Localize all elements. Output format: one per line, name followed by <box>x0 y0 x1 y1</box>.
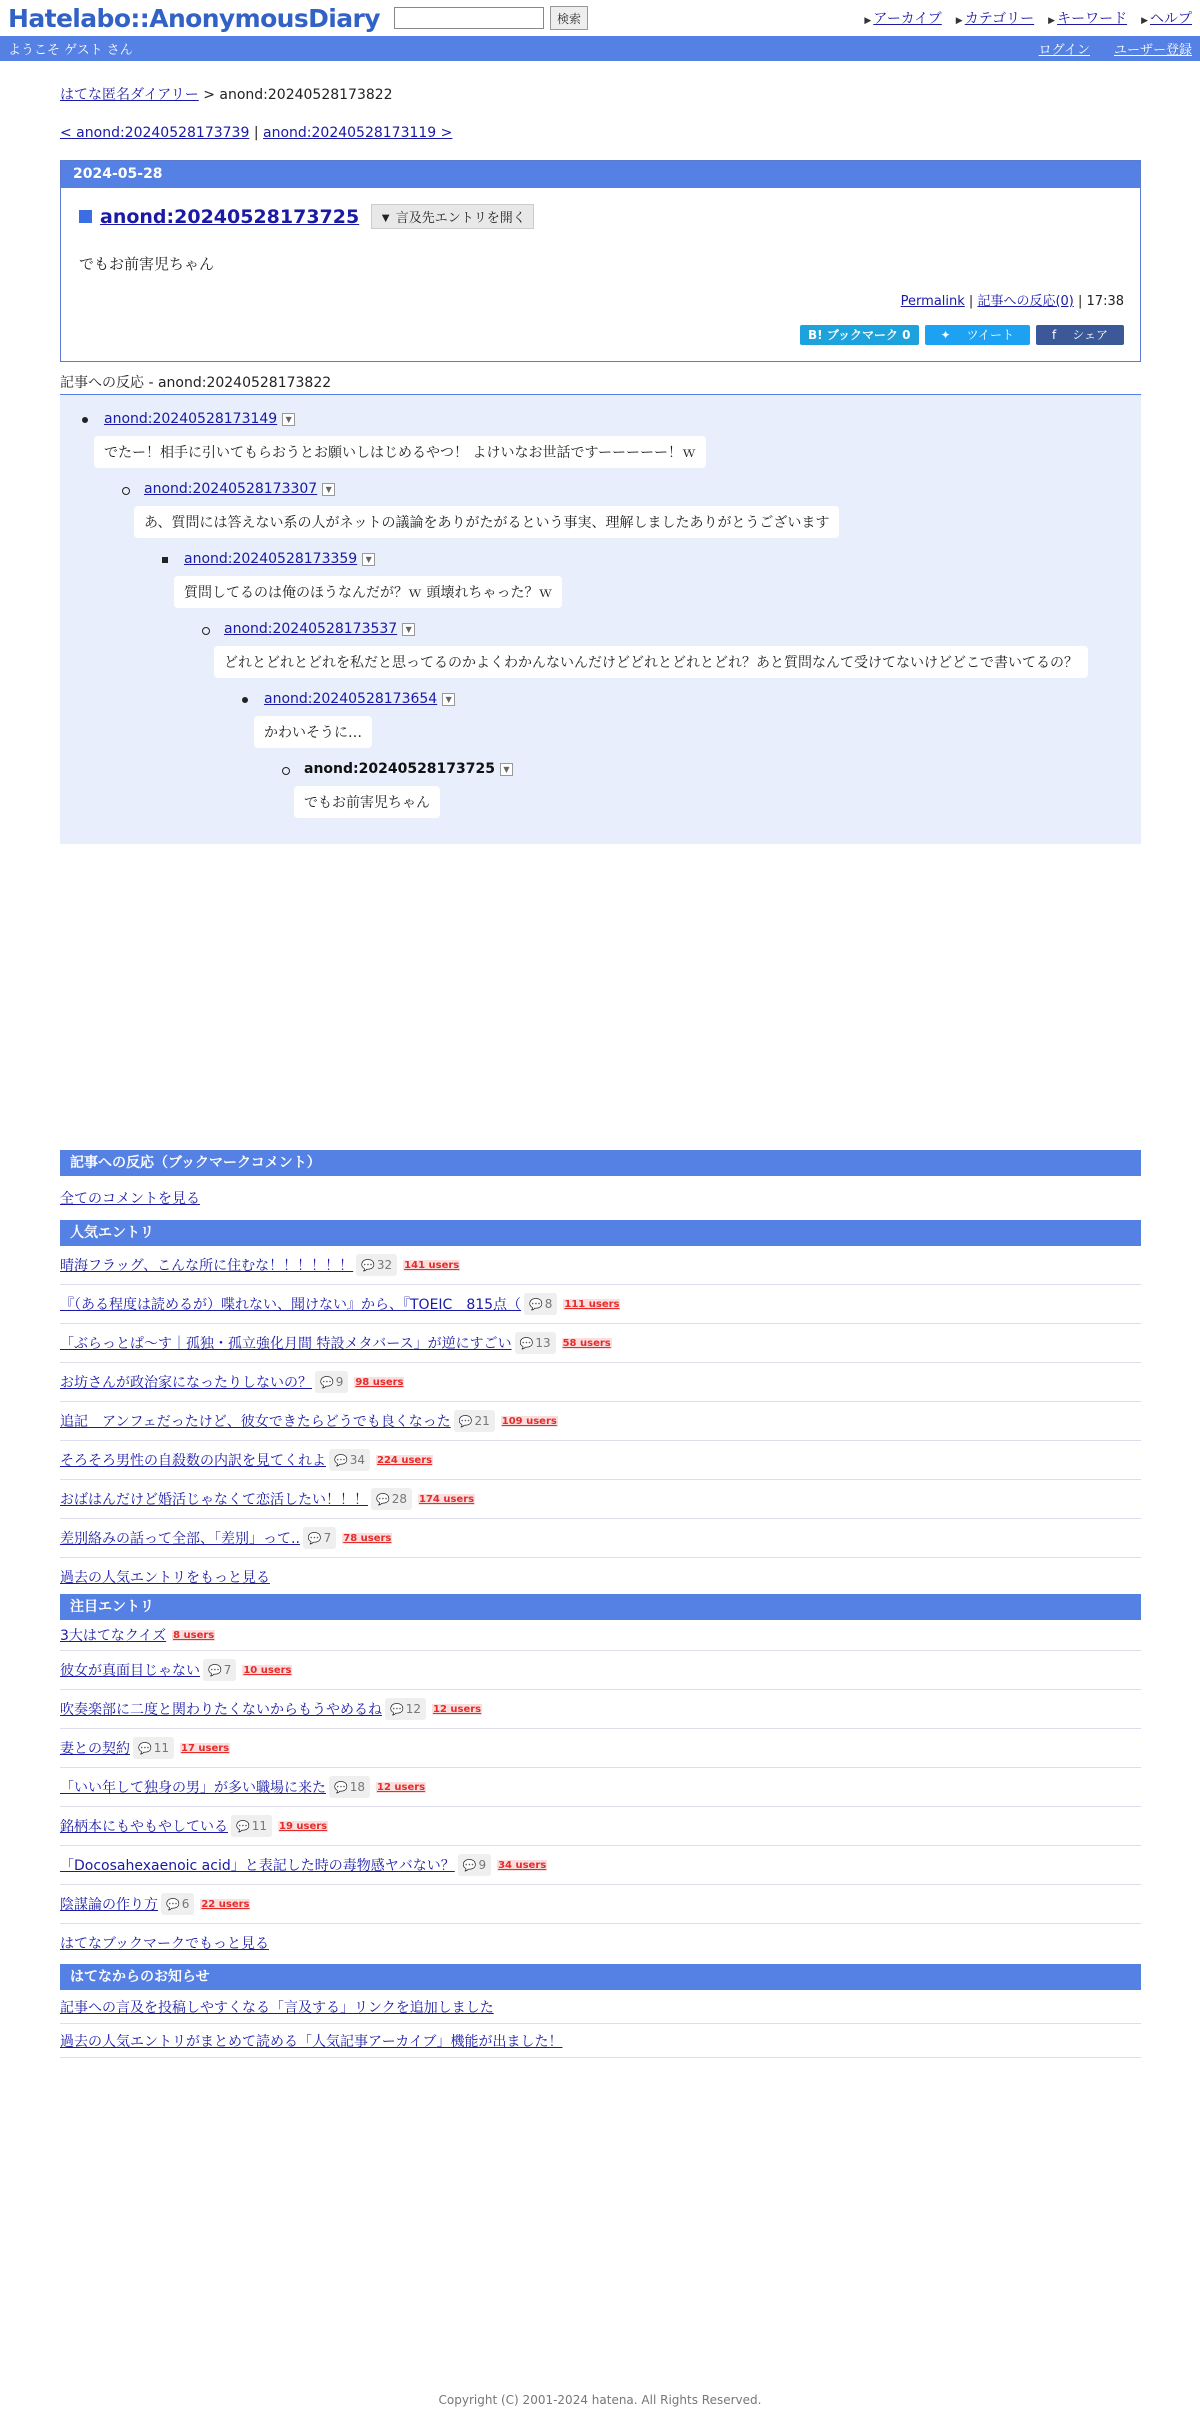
more-bookmarks-link[interactable]: はてなブックマークでもっと見る <box>60 1936 270 1952</box>
dropdown-toggle-icon[interactable]: ▼ <box>500 763 513 776</box>
reaction-text: でもお前害児ちゃん <box>294 786 440 818</box>
reaction-text: でたー！相手に引いてもらおうとお願いしはじめるやつ！ よけいなお世話ですーーーーー！ｗ <box>94 436 706 468</box>
entry-title-link[interactable]: 『（ある程度は読めるが）喋れない、聞けない』から、『TOEIC 815点（ <box>60 1297 522 1313</box>
bookmark-users-badge[interactable]: 8 users <box>173 1629 215 1641</box>
comment-count-value: 13 <box>535 1336 551 1350</box>
article-date: 2024-05-28 <box>61 161 1140 188</box>
comment-bubble-icon: 💬 <box>361 1258 375 1272</box>
entry-row <box>60 1480 1141 1519</box>
bullet-circle <box>282 767 290 775</box>
nav-item-keyword[interactable] <box>1048 8 1127 28</box>
hatena-news-header: はてなからのお知らせ <box>60 1964 1141 1990</box>
comment-bubble-icon: 💬 <box>462 1858 477 1872</box>
bookmark-users-badge[interactable]: 98 users <box>355 1376 404 1388</box>
bookmark-users-badge[interactable]: 22 users <box>201 1898 250 1910</box>
comment-count[interactable] <box>231 1815 272 1837</box>
nav-link-archive[interactable]: アーカイブ <box>873 11 942 27</box>
entry-title-link[interactable]: 追記 アンフェだったけど、彼女できたらどうでも良くなった <box>60 1414 451 1430</box>
bookmark-users-badge[interactable]: 12 users <box>432 1703 482 1715</box>
entry-title-link[interactable]: 「いい年して独身の男」が多い職場に来た <box>60 1780 326 1796</box>
reaction-node <box>104 411 697 461</box>
prev-next-separator: | <box>253 125 259 141</box>
bookmark-users-badge[interactable]: 34 users <box>498 1859 547 1871</box>
entry-title-link[interactable]: 彼女が真面目じゃない <box>60 1663 200 1679</box>
reaction-text: かわいそうに… <box>254 716 372 748</box>
reaction-id-current: anond:20240528173725 <box>304 761 495 777</box>
dropdown-toggle-icon[interactable]: ▼ <box>282 413 295 426</box>
comment-bubble-icon: 💬 <box>320 1375 334 1389</box>
comment-count[interactable] <box>133 1737 174 1759</box>
comment-count-value: 8 <box>544 1297 553 1311</box>
bookmark-comments-header: 記事への反応（ブックマークコメント） <box>60 1150 1141 1176</box>
comment-count[interactable] <box>303 1527 336 1549</box>
article-title-link[interactable]: anond:20240528173725 <box>100 205 360 228</box>
facebook-share-button[interactable] <box>1036 325 1124 345</box>
entry-row <box>60 1651 1141 1690</box>
entry-row <box>60 1246 1141 1285</box>
comment-count-value: 7 <box>223 1663 232 1677</box>
entry-row <box>60 1441 1141 1480</box>
square-bullet-icon <box>79 210 92 223</box>
news-link[interactable]: 過去の人気エントリがまとめて読める「人気記事アーカイブ」機能が出ました！ <box>60 2033 563 2050</box>
entry-row <box>60 1768 1141 1807</box>
comment-count-value: 9 <box>478 1858 487 1872</box>
comment-count-value: 21 <box>474 1414 490 1428</box>
all-comments-link[interactable]: 全てのコメントを見る <box>60 1191 200 1207</box>
bookmark-users-badge[interactable]: 109 users <box>501 1415 557 1427</box>
entry-row <box>60 1402 1141 1441</box>
comment-count[interactable] <box>203 1659 236 1681</box>
comment-count-value: 28 <box>391 1492 407 1506</box>
permalink-link[interactable]: Permalink <box>900 294 965 309</box>
bookmark-users-badge[interactable]: 19 users <box>278 1820 328 1832</box>
comment-count[interactable] <box>454 1410 495 1432</box>
reaction-id-link[interactable]: anond:20240528173307 <box>144 481 318 497</box>
nav-link-category[interactable]: カテゴリー <box>964 11 1035 27</box>
bullet-disc <box>242 697 248 703</box>
site-logo[interactable]: Hatelabo::AnonymousDiary <box>8 3 380 33</box>
entry-title-link[interactable]: 「Docosahexaenoic acid」と表記した時の毒物感ヤバない？ <box>60 1858 455 1874</box>
tweet-label: ツイート <box>966 328 1014 342</box>
news-item <box>60 1990 1141 2024</box>
comment-bubble-icon: 💬 <box>307 1531 322 1545</box>
entry-title-link[interactable]: 銘柄本にもやもやしている <box>60 1819 228 1835</box>
share-label: シェア <box>1072 328 1108 342</box>
bookmark-users-badge[interactable]: 224 users <box>376 1454 433 1466</box>
bookmark-users-badge[interactable]: 141 users <box>404 1259 460 1271</box>
comment-count[interactable] <box>161 1893 194 1915</box>
comment-bubble-icon: 💬 <box>166 1897 180 1911</box>
comment-count-value: 32 <box>376 1258 393 1272</box>
comment-bubble-icon: 💬 <box>376 1492 390 1506</box>
news-link[interactable]: 記事への言及を投稿しやすくなる「言及する」リンクを追加しました <box>60 1999 494 2016</box>
bookmark-users-badge[interactable]: 58 users <box>562 1337 611 1349</box>
facebook-icon: f <box>1052 328 1057 342</box>
comment-count[interactable] <box>524 1293 557 1315</box>
comment-count-value: 11 <box>251 1819 267 1833</box>
article-time: 17:38 <box>1086 294 1124 309</box>
reaction-id-link[interactable]: anond:20240528173537 <box>224 621 398 637</box>
welcome-text: ようこそ ゲスト さん <box>8 43 133 58</box>
entry-title-link[interactable]: そろそろ男性の自殺数の内訳を見てくれよ <box>60 1453 326 1469</box>
tweet-button[interactable] <box>925 325 1030 345</box>
nav-item-archive[interactable] <box>864 8 941 28</box>
comment-bubble-icon: 💬 <box>458 1414 473 1428</box>
open-reference-button[interactable]: ▼ 言及先エントリを開く <box>371 204 533 229</box>
comment-bubble-icon: 💬 <box>138 1741 152 1755</box>
comment-count-value: 9 <box>335 1375 344 1389</box>
nav-item-category[interactable] <box>956 8 1034 28</box>
article-box <box>60 160 1141 362</box>
share-buttons <box>800 325 1124 345</box>
reaction-node <box>144 481 830 531</box>
reaction-node <box>264 691 455 741</box>
entry-row <box>60 1620 1141 1651</box>
hatena-bookmark-button[interactable]: B! ブックマーク 0 <box>800 325 919 345</box>
reaction-node <box>184 551 553 601</box>
nav-item-help[interactable] <box>1141 8 1192 28</box>
entry-title-link[interactable]: お坊さんが政治家になったりしないの？ <box>60 1375 312 1391</box>
entry-row <box>60 1363 1141 1402</box>
entry-title-link[interactable]: 差別絡みの話って全部、「差別」って.. <box>60 1531 300 1547</box>
dropdown-toggle-icon[interactable]: ▼ <box>442 693 455 706</box>
top-nav <box>864 8 1192 28</box>
comment-count-value: 18 <box>349 1780 365 1794</box>
entry-row <box>60 1846 1141 1885</box>
news-item <box>60 2024 1141 2058</box>
comment-count-value: 12 <box>405 1702 421 1716</box>
prev-entry-link[interactable]: < anond:20240528173739 <box>60 125 250 141</box>
triangle-right-icon: ▶ <box>1141 16 1148 26</box>
entry-row <box>60 1885 1141 1924</box>
bullet-circle <box>122 487 130 495</box>
comment-bubble-icon: 💬 <box>236 1819 250 1833</box>
reaction-node-current <box>304 761 513 811</box>
dropdown-toggle-icon[interactable]: ▼ <box>402 623 415 636</box>
dropdown-toggle-icon[interactable]: ▼ <box>362 553 375 566</box>
reactions-count-link[interactable]: 記事への反応(0) <box>977 294 1074 309</box>
comment-count[interactable] <box>329 1776 370 1798</box>
bookmark-users-badge[interactable]: 111 users <box>564 1298 620 1310</box>
bookmark-users-badge[interactable]: 174 users <box>418 1493 475 1505</box>
prev-next-nav <box>60 125 1141 141</box>
breadcrumb-home-link[interactable]: はてな匿名ダイアリー <box>60 87 199 103</box>
notable-entries-section <box>60 1594 1141 1962</box>
comment-bubble-icon: 💬 <box>334 1780 348 1794</box>
entry-title-link[interactable]: 晴海フラッグ、こんな所に住むな！！！！！！ <box>60 1258 354 1274</box>
reactions-tree <box>60 394 1141 844</box>
comment-bubble-icon: 💬 <box>208 1663 222 1677</box>
entry-row <box>60 1285 1141 1324</box>
entry-row <box>60 1807 1141 1846</box>
nav-link-keyword[interactable]: キーワード <box>1057 11 1128 27</box>
comment-bubble-icon: 💬 <box>519 1336 534 1350</box>
bullet-circle <box>202 627 210 635</box>
twitter-bird-icon: ✦ <box>940 328 951 342</box>
reaction-id-link[interactable]: anond:20240528173654 <box>264 691 438 707</box>
top-header <box>0 0 1200 36</box>
popular-entries-section <box>60 1220 1141 1596</box>
nav-link-help[interactable]: ヘルプ <box>1150 11 1192 27</box>
bullet-disc <box>82 417 88 423</box>
reaction-node <box>224 621 1078 671</box>
popular-entries-header: 人気エントリ <box>60 1220 1141 1246</box>
triangle-right-icon: ▶ <box>1048 16 1056 26</box>
search-input[interactable] <box>394 7 544 29</box>
breadcrumb-current: anond:20240528173822 <box>219 87 393 103</box>
breadcrumb <box>60 84 1141 104</box>
comment-count[interactable] <box>371 1488 412 1510</box>
comment-bubble-icon: 💬 <box>390 1702 404 1716</box>
search-button[interactable]: 検索 <box>550 6 588 30</box>
bookmark-users-badge[interactable]: 78 users <box>343 1532 392 1544</box>
bookmark-users-badge[interactable]: 10 users <box>243 1664 292 1676</box>
notable-entries-header: 注目エントリ <box>60 1594 1141 1620</box>
reaction-text: 質問してるのは俺のほうなんだが？ｗ 頭壊れちゃった？ｗ <box>174 576 562 608</box>
bookmark-users-badge[interactable]: 12 users <box>376 1781 426 1793</box>
entry-row <box>60 1729 1141 1768</box>
comment-count[interactable] <box>315 1371 348 1393</box>
comment-bubble-icon: 💬 <box>334 1453 348 1467</box>
dropdown-toggle-icon[interactable]: ▼ <box>322 483 335 496</box>
bookmark-comments-section <box>60 1150 1141 1218</box>
entry-title-link[interactable]: 陰謀論の作り方 <box>60 1897 158 1913</box>
comment-count[interactable] <box>385 1698 426 1720</box>
comment-bubble-icon: 💬 <box>529 1297 543 1311</box>
entry-title-link[interactable]: 吹奏楽部に二度と関わりたくないからもうやめるね <box>60 1702 382 1718</box>
comment-count[interactable] <box>458 1854 491 1876</box>
triangle-right-icon: ▶ <box>955 16 963 26</box>
article-footer: Permalink | 記事への反応(0) | 17:38 <box>900 294 1124 309</box>
comment-count[interactable] <box>515 1332 556 1354</box>
comment-count-value: 6 <box>181 1897 190 1911</box>
hatena-news-section <box>60 1964 1141 2058</box>
triangle-right-icon: ▶ <box>864 16 872 26</box>
reaction-id-link[interactable]: anond:20240528173149 <box>104 411 278 427</box>
entry-row <box>60 1690 1141 1729</box>
register-link[interactable]: ユーザー登録 <box>1113 43 1192 58</box>
entry-title-link[interactable]: おばはんだけど婚活じゃなくて恋活したい！！！ <box>60 1492 368 1508</box>
bookmark-users-badge[interactable]: 17 users <box>180 1742 230 1754</box>
login-link[interactable]: ログイン <box>1038 43 1090 58</box>
entry-row <box>60 1519 1141 1558</box>
next-entry-link[interactable]: anond:20240528173119 > <box>263 125 453 141</box>
entry-row <box>60 1324 1141 1363</box>
entry-title-link[interactable]: 「ぶらっとぱ〜す｜孤独・孤立強化月間 特設メタバース」が逆にすごい <box>60 1336 512 1352</box>
more-popular-link[interactable]: 過去の人気エントリをもっと見る <box>60 1570 270 1586</box>
reaction-text: どれとどれとどれを私だと思ってるのかよくわかんないんだけどどれとどれとどれ？あと質問なんて受けてないけどどこで書いてるの？ <box>214 646 1088 678</box>
comment-count[interactable] <box>329 1449 370 1471</box>
comment-count[interactable] <box>356 1254 397 1276</box>
reaction-id-link[interactable]: anond:20240528173359 <box>184 551 358 567</box>
entry-title-link[interactable]: 3大はてなクイズ <box>60 1628 167 1644</box>
entry-title-link[interactable]: 妻との契約 <box>60 1741 130 1757</box>
reactions-title: 記事への反応 - anond:20240528173822 <box>60 375 332 391</box>
comment-count-value: 11 <box>153 1741 169 1755</box>
user-bar <box>0 36 1200 61</box>
comment-count-value: 34 <box>349 1453 365 1467</box>
article-body: でもお前害児ちゃん <box>79 255 215 273</box>
reaction-text: あ、質問には答えない系の人がネットの議論をありがたがるという事実、理解しましたありがとうございます <box>134 506 839 538</box>
copyright: Copyright (C) 2001-2024 hatena. All Rights Reserved. <box>438 2393 762 2407</box>
bullet-square <box>162 557 168 563</box>
breadcrumb-separator: > <box>203 87 215 103</box>
comment-count-value: 7 <box>323 1531 332 1545</box>
